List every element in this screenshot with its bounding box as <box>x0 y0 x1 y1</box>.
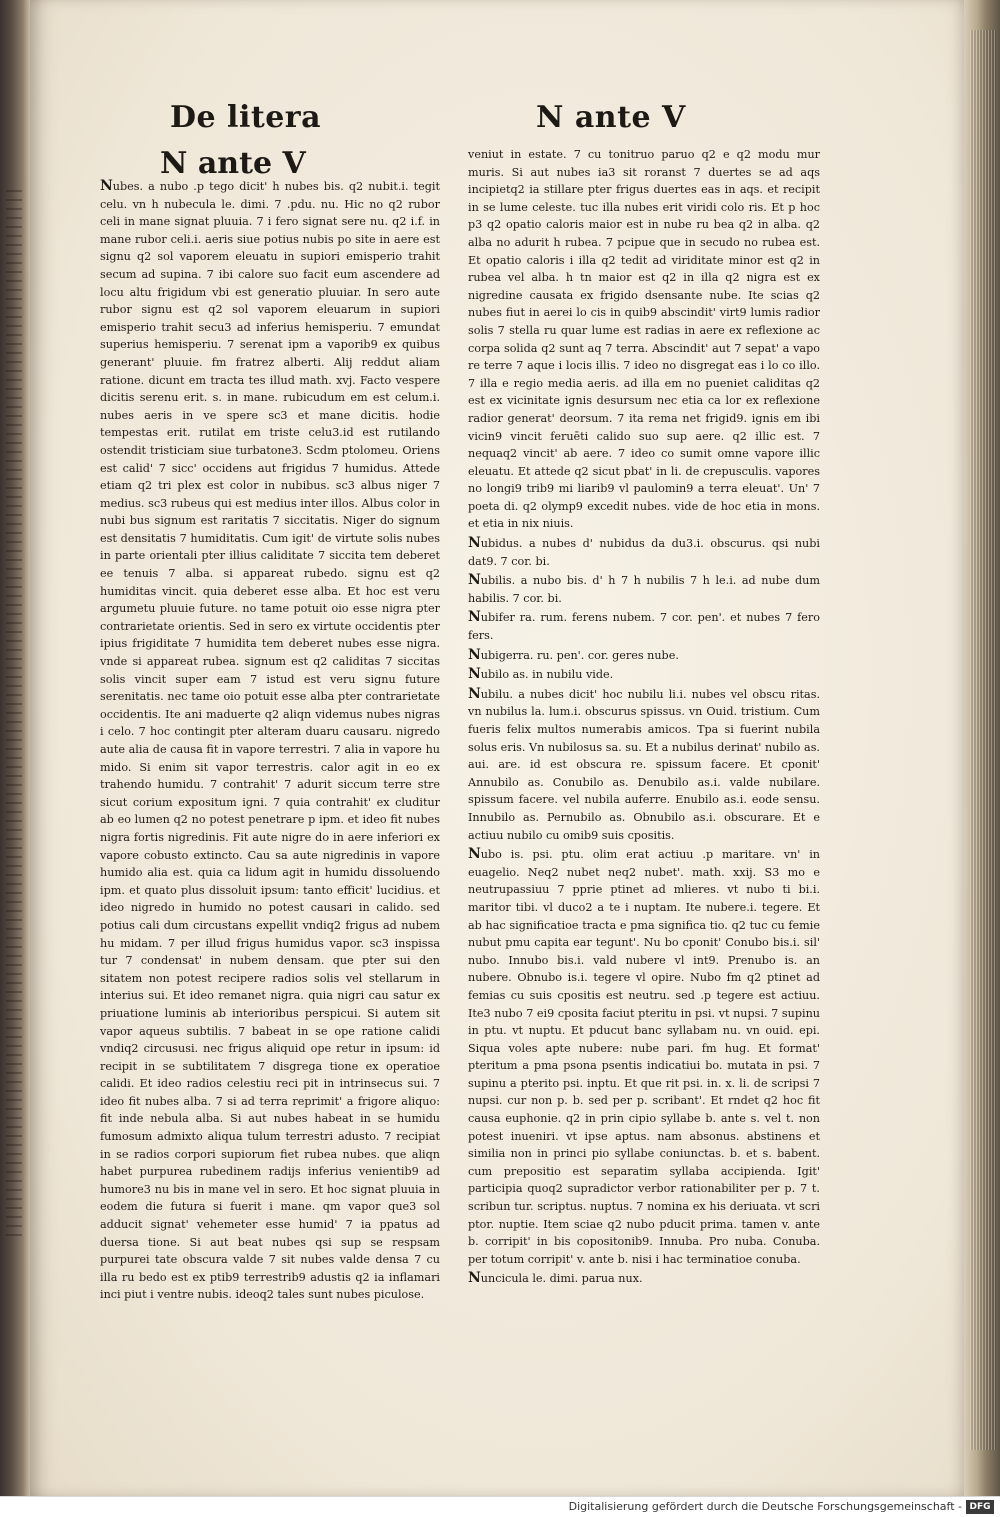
column-head: N ante V <box>160 146 306 181</box>
entry-text: ubilu. a nubes dicit' hoc nubilu li.i. nubes vel obscu ritas. vn nubilus la. lum.i. obscurus spissus. vn Ouid. tristium. Cum fueris felix multos numerabis amicos. Tpa si fuerint nubila solus eris. Vn nubilosus sa. su. Et a nubilus derinat' nubilo as. aui. are. id est obscura re. spissum facere. Et cponit' Annubilo as. Conubilo as. Denubilo as.i. valde nubilare. spissum facere. vel nubila auferre. Enubilo as.i. eode sensu. Innubilo as. Pernubilo as. Obnubilo as.i. obscurare. Et e actiuu nubilo cu omib9 suis cpositis. <box>468 687 820 842</box>
entry-paragraph <box>468 146 820 533</box>
entry-initial: N <box>468 609 481 626</box>
entry-paragraph <box>468 535 820 570</box>
entry-text: ubo is. psi. ptu. olim erat actiuu .p maritare. vn' in euagelio. Neq2 nubet neq2 nubet'. math. xxij. S3 mo e neutrupassiuu 7 pprie ptinet ad mlieres. vt nubo ti bi.i. maritor tibi. vl duco2 a te i nuptam. Ite nubere.i. tegere. Et ab hac significatioe tracta e pma significa tio. q2 tuc cu femie nubut pmu capita ear tegunt'. Nu bo cponit' Conubo bis.i. sil' nubo. Innubo bis.i. vald nubere vl int9. Prenubo is. an nubere. Obnubo is.i. tegere vl opire. Nubo fm q2 ptinet ad femias cu suis cpositis est neutru. sed .p tegere est actiuu. Ite3 nubo 7 ei9 cposita faciut pteritu in psi. vt nupsi. 7 supinu in ptu. vt nuptu. Et pducut banc syllabam nu. vn ouid. epi. Siqua voles apte nubere: nube pari. fm hug. Et format' pteritum a pma psona psentis indicatiui bo. mutata in psi. 7 supinu a pterito psi. inptu. Et que rit psi. in. x. li. de scripsi 7 nupsi. cur non p. b. sed per p. scribant'. Et rndet q2 hoc fit causa euphonie. q2 in prin cipio syllabe b. ante s. vel t. non potest inueniri. vt ipse aptus. nam absonus. abstinens et similia non in princi pio syllabe coniunctas. b. et s. babent. cum prepositio est separatim syllaba accipienda. Igit' participia quoq2 supradictor verbor rationabiliter per p. 7 t. scribun tur. scriptus. nuptus. 7 nomina ex his deriuata. vt scri ptor. nuptie. Item sciae q2 nubo pducit prima. tamen v. ante b. corripit' in bis copositonib9. Innuba. Pro nuba. Conuba. per totum corripit' v. ante b. nisi i hac terminatioe conuba. <box>468 848 820 1266</box>
entry-paragraph <box>468 609 820 644</box>
entry-initial: N <box>468 572 481 589</box>
entry-paragraph <box>468 1270 820 1288</box>
entry-initial: N <box>468 685 481 702</box>
entry-text: ubifer ra. rum. ferens nubem. 7 cor. pen'. et nubes 7 fero fers. <box>468 611 820 643</box>
entry-text: ubigerra. ru. pen'. cor. geres nube. <box>480 648 679 662</box>
running-head-right: N ante V <box>536 100 686 135</box>
entry-paragraph <box>468 572 820 607</box>
page-edges-texture <box>970 30 996 1450</box>
entry-initial: N <box>468 666 481 683</box>
funding-credit: Digitalisierung gefördert durch die Deutsche Forschungsgemeinschaft - <box>568 1500 962 1513</box>
page-edges <box>964 0 1000 1496</box>
running-head-left: De litera <box>170 100 322 135</box>
entry-text: ubidus. a nubes d' nubidus da du3.i. obscurus. qsi nubi dat9. 7 cor. bi. <box>468 537 820 568</box>
entry-initial: N <box>468 1270 481 1287</box>
entry-paragraph <box>468 686 820 844</box>
left-column <box>100 178 440 1304</box>
entry-text: ubes. a nubo .p tego dicit' h nubes bis. q2 nubit.i. tegit celu. vn h nubecula le. dimi. 7 .pdu. nu. Hic no q2 rubor celi in mane signat pluuia. 7 i fero signat sere nu. q2 i.f. in mane rubor celi.i. aeris siue potius nubis po site in aere est signu q2 sol vaporem eleuatu in supiori emisperio trahit secum ad supina. 7 ibi calore suo facit eum ascendere ad locu altu frigidum vbi est generatio pluuiar. In sero aute rubor signu est q2 sol vaporem eleuarum in supiori emisperio trahit secu3 ad inferius hemisperiu. 7 emundat superius hemisperiu. 7 serenat ipm a vaporib9 ex quibus generant' pluuie. fm fratrez alberti. Alij reddut aliam ratione. dicunt em tracta tes illud math. xvj. Facto vespere dicitis serenu erit. s. in mane. rubicudum em est celum.i. nubes aeris in ve spere sc3 et mane dicitis. hodie tempestas erit. rutilat em triste celu3.id est rutilando ostendit tristiciam siue turbatone3. Scdm ptolomeu. Oriens est calid' 7 sicc' occidens aut frigidus 7 humidus. Attede etiam q2 tri plex est color in nubibus. sc3 albus niger 7 medius. sc3 rubeus qui est medius inter illos. Albus color in nubi bus signum est raritatis 7 siccitatis. Niger do signum est densitatis 7 humiditatis. Cum igit' de virtute solis nubes in parte orientali pter illius caliditate 7 siccita tem deberet ee tenuis 7 alba. si appareat rubedo. signu est q2 humiditas vincit. quia deberet esse alba. Et hoc est veru argumetu pluuie future. no tame potuit oio esse nigra pter contrarietate orientis. Sed in sero ex virtute occidentis pter ipius frigiditate 7 humidita tem deberet nubes esse nigra. vnde si appareat rubea. signum est q2 caliditas 7 siccitas solis vincit super eam 7 istud est veru signu future serenitatis. nec tame oio potuit esse alba pter contrarietate occidentis. Ite ani maduerte q2 aliqn videmus nubes nigras i celo. 7 hoc contingit pter alteram duaru causaru. nigredo aute alia de causa fit in vapore terrestri. 7 alia in vapore hu mido. Si enim sit vapor terrestris. calor agit in eo ex trahendo humidu. 7 contrahit' 7 adurit siccum terre stre sicut corium expositum igni. 7 quia contrahit' ex cluditur ab eo lumen q2 no potest penetrare p ipm. et ideo fit nubes nigra fortis nigredinis. Fit aute nigre do in aere inferiori ex vapore cobusto extincto. Cau sa aute nigredinis in vapore humido alia est. quia ca lidum agit in humidu dissoluendo ipm. et quato plus dissoluit ipsum: tanto efficit' lucidius. et ideo nigredo in humido no potest causari in calido. sed potius cali dum circustans expellit vndiq2 frigus ad nubem hu midam. 7 per illud frigus humidus vapor. sc3 inspissa tur 7 condensat' in nubem densam. que pter sui den sitatem non potest recipere radios solis vel stellarum in interius sui. Et ideo remanet nigra. quia nigri cau satur ex priuatione luminis ab interioribus perspicui. Si autem sit vapor aqueus subtilis. 7 babeat in se ope ratione calidi vndiq2 circususi. nec frigus aliquid ope retur in ipsum: id recipit in se subtilitatem 7 disgrega tione ex operatioe calidi. Et ideo radios celestiu reci pit in intrinsecus sui. 7 ideo fit nubes alba. 7 si ad terra reprimit' a frigore aliquo: fit inde nebula alba. Si aut nubes habeat in se humidu fumosum admixto aliqua tulum terrestri adusto. 7 recipiat in se radios corpori supiorum fiet rubea nubes. que aliqn habet purpurea rubedinem radijs inferius venientib9 ad humore3 nu bis in mane vel in sero. Et hoc signat pluuia in eodem die futura si fuerit i mane. qm vapor que3 sol adducit signat' vehemeter esse humid' 7 ia ppatus ad duersa tione. Si aut beat nubes qsi sup se respsam purpurei tate obscura valde 7 sit nubes valde densa 7 cu illa ru bedo est ex ptib9 terrestrib9 adustis q2 ia inflamari inci piut i ventre nubis. ideoq2 tales sunt nubes piculose. <box>100 180 440 1302</box>
entry-text: ubilis. a nubo bis. d' h 7 h nubilis 7 h le.i. ad nube dum habilis. 7 cor. bi. <box>468 574 820 605</box>
book-spine <box>0 0 30 1496</box>
entry-initial: N <box>468 846 481 863</box>
entry-initial: N <box>468 535 481 552</box>
entry-paragraph <box>468 666 820 684</box>
book-page <box>30 0 964 1496</box>
footer-bar <box>0 1496 1000 1517</box>
entry-initial: N <box>468 646 481 663</box>
entry-text: ubilo as. in nubilu vide. <box>480 668 614 682</box>
right-column <box>468 146 820 1288</box>
dfg-logo: DFG <box>966 1500 994 1514</box>
entry-text: uncicula le. dimi. parua nux. <box>480 1272 643 1286</box>
entry-text: veniut in estate. 7 cu tonitruo paruo q2 e q2 modu mur muris. Si aut nubes ia3 sit roranst 7 duertes se ad aqs incipietq2 ia stillare pter frigus duertes eas in aqs. et recipit in se lume celeste. tuc illa nubes erit viridi colo ris. Et p hoc p3 q2 opatio caloris maior est in nube ru bea q2 in alba. q2 alba no adurit h rubea. 7 pcipue que in secudo no rubea est. Et opatio caloris i illa q2 tedit ad viriditate minor est q2 in rubea vel alba. h tn maior est q2 in illa q2 nigra est ex nigredine causata ex frigido dsensante nube. Ite scias q2 nubes fiut in aerei lo cis in quib9 abscindit' virt9 lumis radior solis 7 stella ru quar lume est radias in aere ex reflexione ac corpa solida q2 sunt aq 7 terra. Abscindit' aut 7 sepat' a vapo re terre 7 aque i locis illis. 7 ideo no disgregat eas i lo co illo. 7 illa e regio media aeris. ad illa em no pueniet caliditas q2 est ex vicinitate ignis desursum nec etia ca lor ex reflexione radior generat' deorsum. 7 ita rema net frigid9. ignis em ibi vicin9 vincit feruēti calido suo sup aere. q2 illic est. 7 nequaq2 vincit' ab aere. 7 ideo co sumit omne vapore illic eleuatu. Et attede q2 sicut pbat' in li. de crepusculis. vapores no longi9 trib9 mi liarib9 vl paulomin9 a terra eleuat'. Un' 7 poeta di. q2 olymp9 excedit nubes. vide de hoc etia in mons. et etia in nix niuis. <box>468 148 820 531</box>
entry-paragraph <box>468 846 820 1268</box>
entry-paragraph <box>468 647 820 665</box>
spine-texture <box>6 190 22 1240</box>
entry-initial: N <box>100 178 113 194</box>
entry-paragraph <box>100 178 440 1304</box>
